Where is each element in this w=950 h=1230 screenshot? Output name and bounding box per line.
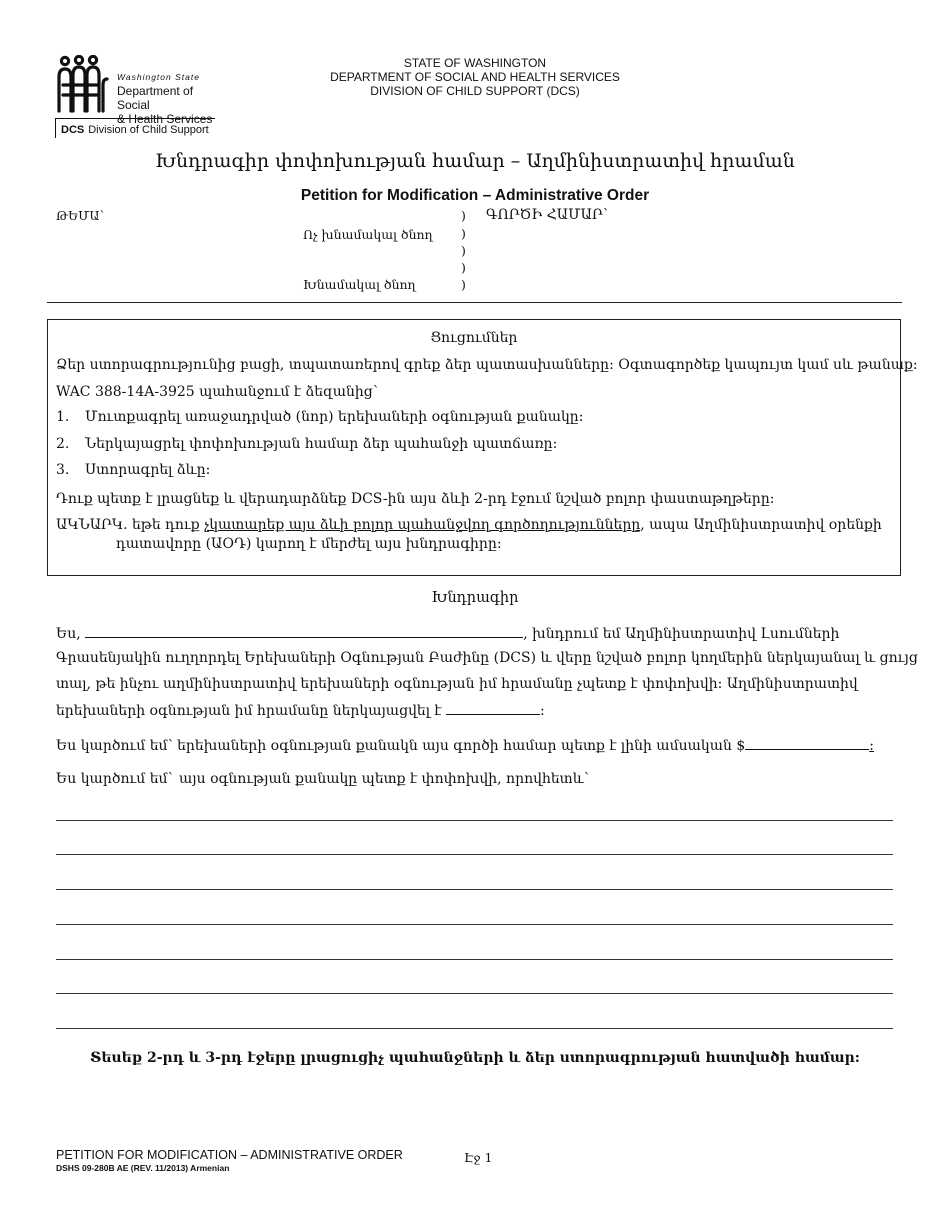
family-logo-icon [55,55,111,113]
instructions-line: Ձեր ստորագրությունից բացի, տպատառերով գրեք ձեր պատասխանները: Օգտագործեք կապույտ կամ սև թանաք: [56,357,918,373]
instruction-item-number: 1. [56,409,70,425]
instruction-item-text: Մուտքագրել առաջադրված (նոր) երեխաների օգնության քանակը: [85,409,584,425]
instruction-item-text: Ներկայացրել փոփոխության համար ձեր պահանջի պատճառը: [85,436,558,452]
custodial-parent-label: Խնամակալ ծնող [303,277,416,292]
logo-department-name [117,84,225,126]
agency-line-division: DIVISION OF CHILD SUPPORT (DCS) [370,84,580,98]
notice-prefix: ԱԿՆԱՐԿ. եթե դուք [56,517,205,533]
petition-order-date-line [56,701,545,719]
instructions-title: Ցուցումներ [430,330,518,346]
petition-text: Ես, [56,626,86,642]
instruction-item-number: 3. [56,462,70,478]
notice-line-2: դատավորը (ԱՕԴ) կարող է մերժել այս խնդրագիրը: [116,536,502,552]
reason-line[interactable] [56,820,893,821]
case-number-label: ԳՈՐԾԻ ՀԱՄԱՐ` [486,207,610,223]
caption-paren: ) [461,226,466,241]
caption-divider [47,302,902,303]
agency-line-department: DEPARTMENT OF SOCIAL AND HEALTH SERVICES [330,70,620,84]
dshs-logo [55,55,225,140]
instruction-item-number: 2. [56,436,70,452]
instructions-box [47,319,918,576]
petition-text: երեխաների օգնության իմ հրամանը ներկայացվել է [56,703,446,719]
footer-form-number: DSHS 09-280B AE (REV. 11/2013) Armenian [56,1163,230,1173]
logo-department-line2: & Health Services [117,112,213,126]
form-title-english: Petition for Modification – Administrative Order [300,187,650,204]
notice-line [56,516,882,534]
instruction-item-text: Ստորագրել ձևը: [85,462,211,478]
notice-underlined: չկատարեք այս ձևի բոլոր պահանջվող գործողությունները [204,517,641,533]
reason-line[interactable] [56,924,893,925]
petition-title: Խնդրագիր [431,590,519,606]
footer-form-title: PETITION FOR MODIFICATION – ADMINISTRATIVE ORDER [56,1148,403,1162]
order-date-field[interactable] [446,701,540,715]
monthly-amount-field[interactable] [745,736,869,750]
instructions-line: WAC 388-14A-3925 պահանջում է ձեզանից` [56,384,380,400]
petition-text: : [869,738,874,754]
subject-label: ԹԵՄԱ` [56,208,106,223]
logo-department-line1: Department of Social [117,84,194,112]
instructions-line: Դուք պետք է լրացնեք և վերադարձնեք DCS-ին այս ձևի 2-րդ էջում նշված բոլոր փաստաթղթերը: [56,491,775,507]
logo-washington-state: Washington State [117,72,200,82]
petition-text: Գրասենյակին ուղղորդել Երեխաների Օգնության Բաժինը (DCS) և վերը նշված բոլոր կողմերին ներկայանալ և ցույց [56,650,918,666]
petition-name-line [56,624,839,642]
page-number: Էջ 1 [464,1150,493,1165]
form-title-armenian: Խնդրագիր փոփոխության համար – Աղմինիստրատիվ հրաման [155,150,795,172]
see-pages-note: Տեսեք 2-րդ և 3-րդ էջերը լրացուցիչ պահանջների և ձեր ստորագրության հատվածի համար: [90,1050,860,1066]
petition-text: տալ, թե ինչու աղմինիստրատիվ երեխաների օգնության իմ հրամանը չպետք է փոփոխվի: Աղմինիստրատիվ [56,676,858,692]
notice-suffix: , ապա Աղմինիստրատիվ օրենքի [640,517,882,533]
noncustodial-parent-label: Ոչ խնամակալ ծնող [303,227,433,242]
logo-dcs-name: Division of Child Support [88,124,209,136]
logo-rule [55,118,215,119]
petition-text: Ես կարծում եմ՝ երեխաների օգնության քանակն այս գործի համար պետք է լինի ամսական $ [56,738,746,754]
logo-dcs-abbr: DCS [61,124,85,136]
logo-dcs [61,124,209,136]
petition-text: , խնդրում եմ Աղմինիստրատիվ Լսումների [523,626,840,642]
caption-paren: ) [461,243,466,258]
logo-vertical-rule [55,118,56,138]
petition-amount-line [56,736,874,754]
petitioner-name-field[interactable] [85,624,523,638]
reason-line[interactable] [56,993,893,994]
caption-paren: ) [461,277,466,292]
caption-paren: ) [461,260,466,275]
reason-line[interactable] [56,889,893,890]
reason-line[interactable] [56,959,893,960]
reason-line[interactable] [56,1028,893,1029]
reason-line[interactable] [56,854,893,855]
agency-header [270,56,680,98]
petition-text: : [540,703,545,719]
caption-paren: ) [461,208,466,223]
agency-line-state: STATE OF WASHINGTON [403,56,547,70]
petition-reason-intro: Ես կարծում եմ` այս օգնության քանակը պետք է փոփոխվի, որովհետև` [56,771,591,787]
